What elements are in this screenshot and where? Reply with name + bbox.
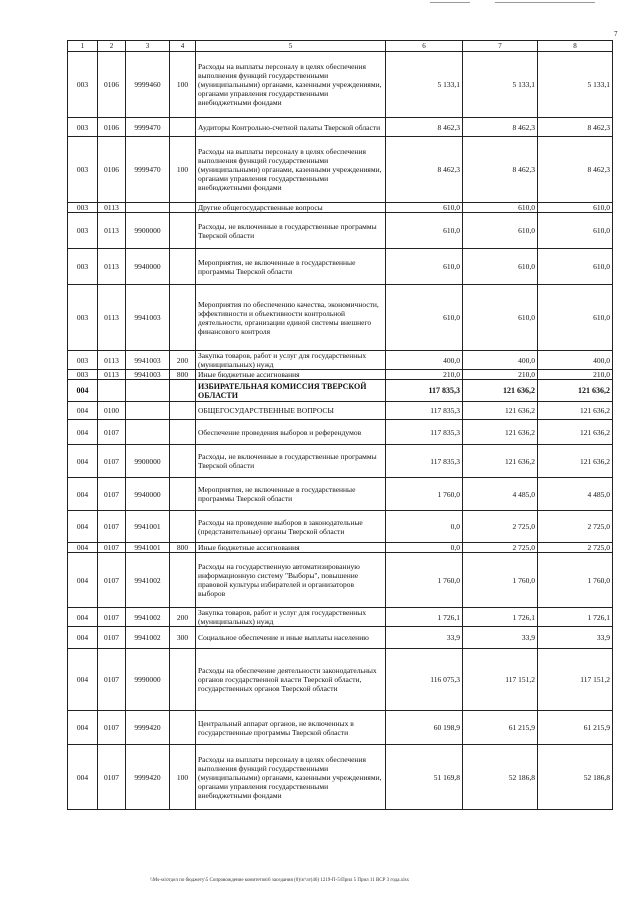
table-row	[68, 420, 613, 445]
table-row	[68, 402, 613, 420]
cell-c6: 0,0	[386, 511, 463, 543]
cell-c8: 5 133,1	[538, 52, 613, 118]
cell-c2: 0107	[98, 627, 126, 649]
cell-c8: 121 636,2	[538, 402, 613, 420]
cell-c6: 610,0	[386, 285, 463, 351]
cell-c2: 0107	[98, 649, 126, 711]
header-row	[68, 41, 613, 52]
cell-c1: 004	[68, 711, 98, 745]
cell-c1: 004	[68, 445, 98, 478]
cell-c3: 9990000	[126, 649, 170, 711]
cell-c6: 1 760,0	[386, 478, 463, 511]
cell-c1: 003	[68, 118, 98, 137]
cell-c3: 9941003	[126, 351, 170, 370]
cell-c4	[170, 649, 196, 711]
cell-c4: 100	[170, 745, 196, 810]
cell-c4: 200	[170, 608, 196, 627]
cell-c1: 003	[68, 285, 98, 351]
cell-c8: 400,0	[538, 351, 613, 370]
cell-c4	[170, 553, 196, 608]
cell-c6: 210,0	[386, 370, 463, 380]
cell-c6: 51 169,8	[386, 745, 463, 810]
cell-c5: Расходы на государственную автоматизированную информационную систему "Выборы", повышение правовой культуры избирателей и организаторов выборов	[196, 553, 386, 608]
table-row	[68, 203, 613, 213]
cell-c4: 100	[170, 52, 196, 118]
cell-c4	[170, 420, 196, 445]
cell-c5: Иные бюджетные ассигнования	[196, 543, 386, 553]
table-row	[68, 370, 613, 380]
cell-c6: 33,9	[386, 627, 463, 649]
cell-c4	[170, 711, 196, 745]
cell-c2: 0106	[98, 118, 126, 137]
cell-c2: 0107	[98, 543, 126, 553]
table-row	[68, 213, 613, 249]
cell-c2: 0106	[98, 52, 126, 118]
table-row	[68, 745, 613, 810]
cell-c2: 0113	[98, 203, 126, 213]
table-row	[68, 285, 613, 351]
table-row	[68, 351, 613, 370]
cell-c3: 9941003	[126, 285, 170, 351]
cell-c1: 003	[68, 213, 98, 249]
cell-c8: 2 725,0	[538, 543, 613, 553]
header-cell: 6	[386, 41, 463, 52]
header-cell: 7	[463, 41, 538, 52]
cell-c1: 003	[68, 370, 98, 380]
cell-c3: 9941002	[126, 608, 170, 627]
cell-c6: 1 760,0	[386, 553, 463, 608]
header-cell: 2	[98, 41, 126, 52]
cell-c4	[170, 249, 196, 285]
table-row	[68, 649, 613, 711]
cell-c7: 4 485,0	[463, 478, 538, 511]
cell-c2: 0107	[98, 445, 126, 478]
cell-c3: 9941002	[126, 553, 170, 608]
cell-c4	[170, 213, 196, 249]
cell-c5: Мероприятия, не включенные в государственные программы Тверской области	[196, 249, 386, 285]
file-path-footer: \\Ms-ss\отдел по бюджету\5 Сопровождение комитетов\6 заседания (0)\зг\зг(46) 1219-П-5\Прил 5 Прил 11 ВСР 3 года.xlsx	[150, 878, 410, 883]
header-cell: 3	[126, 41, 170, 52]
cell-c3	[126, 402, 170, 420]
cell-c3: 9941002	[126, 627, 170, 649]
cell-c2: 0113	[98, 351, 126, 370]
header-cell: 5	[196, 41, 386, 52]
cell-c2: 0107	[98, 511, 126, 543]
cell-c6: 8 462,3	[386, 137, 463, 203]
cell-c2: 0113	[98, 213, 126, 249]
cell-c1: 004	[68, 627, 98, 649]
header-cell: 4	[170, 41, 196, 52]
cell-c5: Мероприятия, не включенные в государственные программы Тверской области	[196, 478, 386, 511]
cell-c6: 1 726,1	[386, 608, 463, 627]
cell-c6: 116 075,3	[386, 649, 463, 711]
table-row	[68, 380, 613, 402]
cell-c7: 2 725,0	[463, 511, 538, 543]
cell-c1: 003	[68, 52, 98, 118]
cell-c5: Центральный аппарат органов, не включенных в государственные программы Тверской области	[196, 711, 386, 745]
cell-c5: Расходы на проведение выборов в законодательные (представительные) органы Тверской области	[196, 511, 386, 543]
cell-c1: 004	[68, 402, 98, 420]
table-row	[68, 445, 613, 478]
table-row	[68, 608, 613, 627]
cell-c5: Другие общегосударственные вопросы	[196, 203, 386, 213]
cell-c1: 003	[68, 203, 98, 213]
cell-c4	[170, 478, 196, 511]
cell-c7: 121 636,2	[463, 445, 538, 478]
cell-c1: 004	[68, 745, 98, 810]
cell-c8: 117 151,2	[538, 649, 613, 711]
cell-c3: 9900000	[126, 445, 170, 478]
cell-c7: 8 462,3	[463, 118, 538, 137]
cell-c1: 004	[68, 649, 98, 711]
cell-c3: 9940000	[126, 249, 170, 285]
cell-c7: 121 636,2	[463, 402, 538, 420]
cell-c5: Расходы на выплаты персоналу в целях обеспечения выполнения функций государственными (муниципальными) органами, казенными учреждениями, органами управления государственными внебюджетными фондами	[196, 137, 386, 203]
cell-c2: 0113	[98, 370, 126, 380]
cell-c8: 610,0	[538, 203, 613, 213]
table-row	[68, 52, 613, 118]
cell-c1: 004	[68, 543, 98, 553]
cell-c5: Обеспечение проведения выборов и референдумов	[196, 420, 386, 445]
cell-c3	[126, 420, 170, 445]
cell-c8: 121 636,2	[538, 380, 613, 402]
cell-c3: 9941003	[126, 370, 170, 380]
cell-c3: 9940000	[126, 478, 170, 511]
cell-c8: 33,9	[538, 627, 613, 649]
table-row	[68, 249, 613, 285]
cell-c7: 121 636,2	[463, 420, 538, 445]
cell-c2: 0107	[98, 420, 126, 445]
cell-c6: 0,0	[386, 543, 463, 553]
cell-c7: 610,0	[463, 285, 538, 351]
cell-c7: 8 462,3	[463, 137, 538, 203]
cell-c7: 61 215,9	[463, 711, 538, 745]
page-number: 7	[614, 30, 618, 38]
cell-c8: 121 636,2	[538, 445, 613, 478]
cell-c8: 1 760,0	[538, 553, 613, 608]
cell-c6: 610,0	[386, 249, 463, 285]
cell-c4	[170, 203, 196, 213]
cell-c3: 9999470	[126, 118, 170, 137]
cell-c6: 117 835,3	[386, 402, 463, 420]
cell-c6: 400,0	[386, 351, 463, 370]
table-row	[68, 511, 613, 543]
cell-c2: 0113	[98, 285, 126, 351]
table-row	[68, 627, 613, 649]
cell-c1: 004	[68, 511, 98, 543]
cell-c8: 1 726,1	[538, 608, 613, 627]
header-cell: 8	[538, 41, 613, 52]
header-cell: 1	[68, 41, 98, 52]
cell-c4: 800	[170, 370, 196, 380]
cell-c5: Расходы на выплаты персоналу в целях обеспечения выполнения функций государственными (муниципальными) органами, казенными учреждениями, органами управления государственными внебюджетными фондами	[196, 52, 386, 118]
cell-c3: 9941001	[126, 511, 170, 543]
cell-c7: 121 636,2	[463, 380, 538, 402]
cell-c7: 1 760,0	[463, 553, 538, 608]
cell-c7: 2 725,0	[463, 543, 538, 553]
cell-c6: 60 198,9	[386, 711, 463, 745]
cell-c2: 0113	[98, 249, 126, 285]
cell-c7: 52 186,8	[463, 745, 538, 810]
cell-c3: 9999420	[126, 711, 170, 745]
cell-c8: 52 186,8	[538, 745, 613, 810]
cell-c3: 9941001	[126, 543, 170, 553]
cell-c2	[98, 380, 126, 402]
table-row	[68, 118, 613, 137]
cell-c3: 9900000	[126, 213, 170, 249]
cell-c7: 400,0	[463, 351, 538, 370]
cell-c5: Расходы, не включенные в государственные программы Тверской области	[196, 213, 386, 249]
cell-c3: 9999420	[126, 745, 170, 810]
table-row	[68, 543, 613, 553]
cell-c7: 1 726,1	[463, 608, 538, 627]
cell-c5: ИЗБИРАТЕЛЬНАЯ КОМИССИЯ ТВЕРСКОЙ ОБЛАСТИ	[196, 380, 386, 402]
cell-c8: 8 462,3	[538, 118, 613, 137]
cell-c2: 0107	[98, 478, 126, 511]
cell-c1: 004	[68, 608, 98, 627]
cell-c8: 610,0	[538, 213, 613, 249]
budget-table	[67, 40, 613, 810]
cell-c4	[170, 380, 196, 402]
cell-c4	[170, 511, 196, 543]
cell-c6: 117 835,3	[386, 380, 463, 402]
cell-c3: 9999460	[126, 52, 170, 118]
cell-c5: Закупка товаров, работ и услуг для государственных (муниципальных) нужд	[196, 608, 386, 627]
cell-c5: Расходы, не включенные в государственные программы Тверской области	[196, 445, 386, 478]
cell-c8: 610,0	[538, 249, 613, 285]
cell-c5: Расходы на выплаты персоналу в целях обеспечения выполнения функций государственными (муниципальными) органами, казенными учреждениями, органами управления государственными внебюджетными фондами	[196, 745, 386, 810]
cell-c8: 121 636,2	[538, 420, 613, 445]
cell-c1: 003	[68, 351, 98, 370]
table-row	[68, 553, 613, 608]
cell-c3: 9999470	[126, 137, 170, 203]
cell-c3	[126, 380, 170, 402]
cell-c5: Закупка товаров, работ и услуг для государственных (муниципальных) нужд	[196, 351, 386, 370]
cell-c8: 2 725,0	[538, 511, 613, 543]
cell-c7: 33,9	[463, 627, 538, 649]
cell-c2: 0107	[98, 711, 126, 745]
table-row	[68, 478, 613, 511]
table-row	[68, 137, 613, 203]
cell-c7: 210,0	[463, 370, 538, 380]
cell-c5: Социальное обеспечение и иные выплаты населению	[196, 627, 386, 649]
cell-c4: 100	[170, 137, 196, 203]
table-row	[68, 711, 613, 745]
cell-c1: 003	[68, 249, 98, 285]
cell-c1: 004	[68, 478, 98, 511]
cell-c5: Мероприятия по обеспечению качества, экономичности, эффективности и объективности контрольной деятельности, организации единой системы внешнего финансового контроля	[196, 285, 386, 351]
cell-c4	[170, 118, 196, 137]
cell-c7: 610,0	[463, 213, 538, 249]
cell-c4	[170, 402, 196, 420]
cell-c4	[170, 445, 196, 478]
cell-c5: ОБЩЕГОСУДАРСТВЕННЫЕ ВОПРОСЫ	[196, 402, 386, 420]
cell-c2: 0107	[98, 745, 126, 810]
cell-c2: 0107	[98, 553, 126, 608]
cell-c6: 8 462,3	[386, 118, 463, 137]
cell-c4: 200	[170, 351, 196, 370]
cell-c4: 800	[170, 543, 196, 553]
cell-c1: 004	[68, 380, 98, 402]
cell-c8: 61 215,9	[538, 711, 613, 745]
cell-c4: 300	[170, 627, 196, 649]
cell-c5: Иные бюджетные ассигнования	[196, 370, 386, 380]
cell-c6: 5 133,1	[386, 52, 463, 118]
cell-c5: Аудиторы Контрольно-счетной палаты Тверской области	[196, 118, 386, 137]
cell-c6: 117 835,3	[386, 445, 463, 478]
cell-c1: 003	[68, 137, 98, 203]
cell-c6: 610,0	[386, 203, 463, 213]
cell-c8: 210,0	[538, 370, 613, 380]
cell-c7: 117 151,2	[463, 649, 538, 711]
cell-c7: 5 133,1	[463, 52, 538, 118]
cell-c2: 0107	[98, 608, 126, 627]
cell-c4	[170, 285, 196, 351]
cell-c8: 8 462,3	[538, 137, 613, 203]
cell-c2: 0100	[98, 402, 126, 420]
top-rule-right	[495, 2, 595, 3]
cell-c8: 4 485,0	[538, 478, 613, 511]
cell-c6: 117 835,3	[386, 420, 463, 445]
cell-c2: 0106	[98, 137, 126, 203]
cell-c5: Расходы на обеспечение деятельности законодательных органов государственной власти Тверской области, государственных органов Тверской области	[196, 649, 386, 711]
cell-c1: 004	[68, 420, 98, 445]
cell-c7: 610,0	[463, 249, 538, 285]
top-rule-left	[430, 2, 470, 3]
cell-c6: 610,0	[386, 213, 463, 249]
cell-c7: 610,0	[463, 203, 538, 213]
cell-c1: 004	[68, 553, 98, 608]
cell-c8: 610,0	[538, 285, 613, 351]
cell-c3	[126, 203, 170, 213]
